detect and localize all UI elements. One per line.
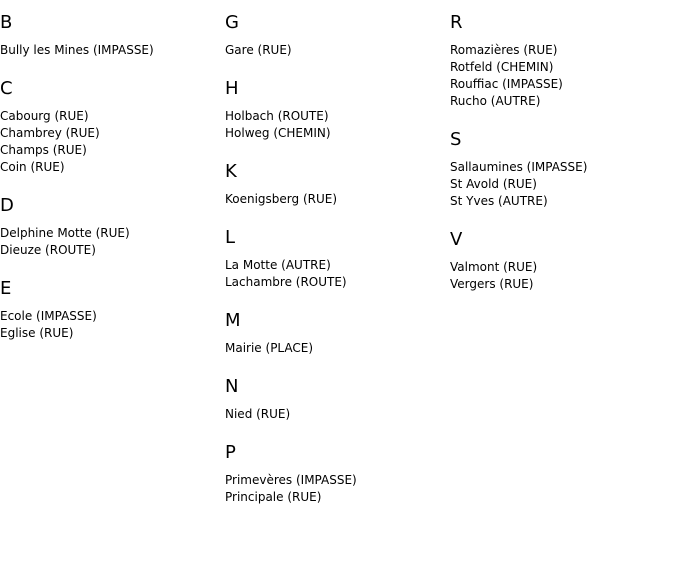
street-item[interactable]: Cabourg (RUE) (0, 109, 89, 123)
street-list (225, 191, 445, 208)
letter-heading: M (225, 310, 241, 331)
letter-group-l (225, 227, 445, 291)
street-item[interactable]: Nied (RUE) (225, 407, 291, 421)
street-item[interactable]: Eglise (RUE) (0, 326, 74, 340)
street-item[interactable]: Gare (RUE) (225, 43, 292, 57)
letter-heading: E (0, 278, 12, 299)
letter-heading: R (450, 12, 463, 33)
street-list (450, 42, 670, 110)
letter-heading: B (0, 12, 13, 33)
street-item[interactable]: Rouffiac (IMPASSE) (450, 77, 563, 91)
street-item[interactable]: Primevères (IMPASSE) (225, 473, 357, 487)
street-item[interactable]: Koenigsberg (RUE) (225, 192, 338, 206)
letter-heading: K (225, 161, 237, 182)
street-item[interactable]: Rucho (AUTRE) (450, 94, 541, 108)
street-list (225, 42, 445, 59)
street-list (0, 42, 220, 59)
street-item[interactable]: Mairie (PLACE) (225, 341, 314, 355)
letter-heading: N (225, 376, 239, 397)
street-list (225, 472, 445, 506)
letter-heading: V (450, 229, 463, 250)
letter-heading: G (225, 12, 239, 33)
letter-group-n (225, 376, 445, 423)
street-item[interactable]: Coin (RUE) (0, 160, 65, 174)
letter-group-b (0, 12, 220, 59)
letter-group-p (225, 442, 445, 506)
street-item[interactable]: La Motte (AUTRE) (225, 258, 331, 272)
street-index-column-3 (450, 12, 670, 312)
street-item[interactable]: Ecole (IMPASSE) (0, 309, 97, 323)
letter-group-k (225, 161, 445, 208)
street-list (0, 225, 220, 259)
letter-heading: D (0, 195, 14, 216)
street-item[interactable]: Chambrey (RUE) (0, 126, 100, 140)
street-item[interactable]: Holbach (ROUTE) (225, 109, 329, 123)
letter-group-s (450, 129, 670, 210)
letter-group-m (225, 310, 445, 357)
street-item[interactable]: Romazières (RUE) (450, 43, 558, 57)
street-list (225, 406, 445, 423)
letter-heading: H (225, 78, 239, 99)
letter-heading: P (225, 442, 236, 463)
street-list (0, 308, 220, 342)
street-item[interactable]: St Yves (AUTRE) (450, 194, 548, 208)
letter-heading: S (450, 129, 462, 150)
street-item[interactable]: Holweg (CHEMIN) (225, 126, 331, 140)
letter-group-c (0, 78, 220, 176)
street-item[interactable]: Champs (RUE) (0, 143, 87, 157)
street-index-column-2 (225, 12, 445, 525)
letter-group-e (0, 278, 220, 342)
street-list (0, 108, 220, 176)
street-list (225, 257, 445, 291)
street-index-column-1 (0, 12, 220, 361)
letter-heading: L (225, 227, 236, 248)
street-item[interactable]: Rotfeld (CHEMIN) (450, 60, 554, 74)
letter-group-r (450, 12, 670, 110)
street-item[interactable]: Sallaumines (IMPASSE) (450, 160, 588, 174)
letter-group-v (450, 229, 670, 293)
letter-group-h (225, 78, 445, 142)
street-list (450, 159, 670, 210)
street-list (450, 259, 670, 293)
street-item[interactable]: Vergers (RUE) (450, 277, 534, 291)
street-item[interactable]: Valmont (RUE) (450, 260, 538, 274)
letter-group-g (225, 12, 445, 59)
street-item[interactable]: Bully les Mines (IMPASSE) (0, 43, 154, 57)
street-item[interactable]: Lachambre (ROUTE) (225, 275, 347, 289)
street-item[interactable]: Dieuze (ROUTE) (0, 243, 96, 257)
street-list (225, 340, 445, 357)
street-list (225, 108, 445, 142)
street-item[interactable]: St Avold (RUE) (450, 177, 537, 191)
letter-heading: C (0, 78, 13, 99)
street-item[interactable]: Principale (RUE) (225, 490, 322, 504)
street-item[interactable]: Delphine Motte (RUE) (0, 226, 130, 240)
letter-group-d (0, 195, 220, 259)
